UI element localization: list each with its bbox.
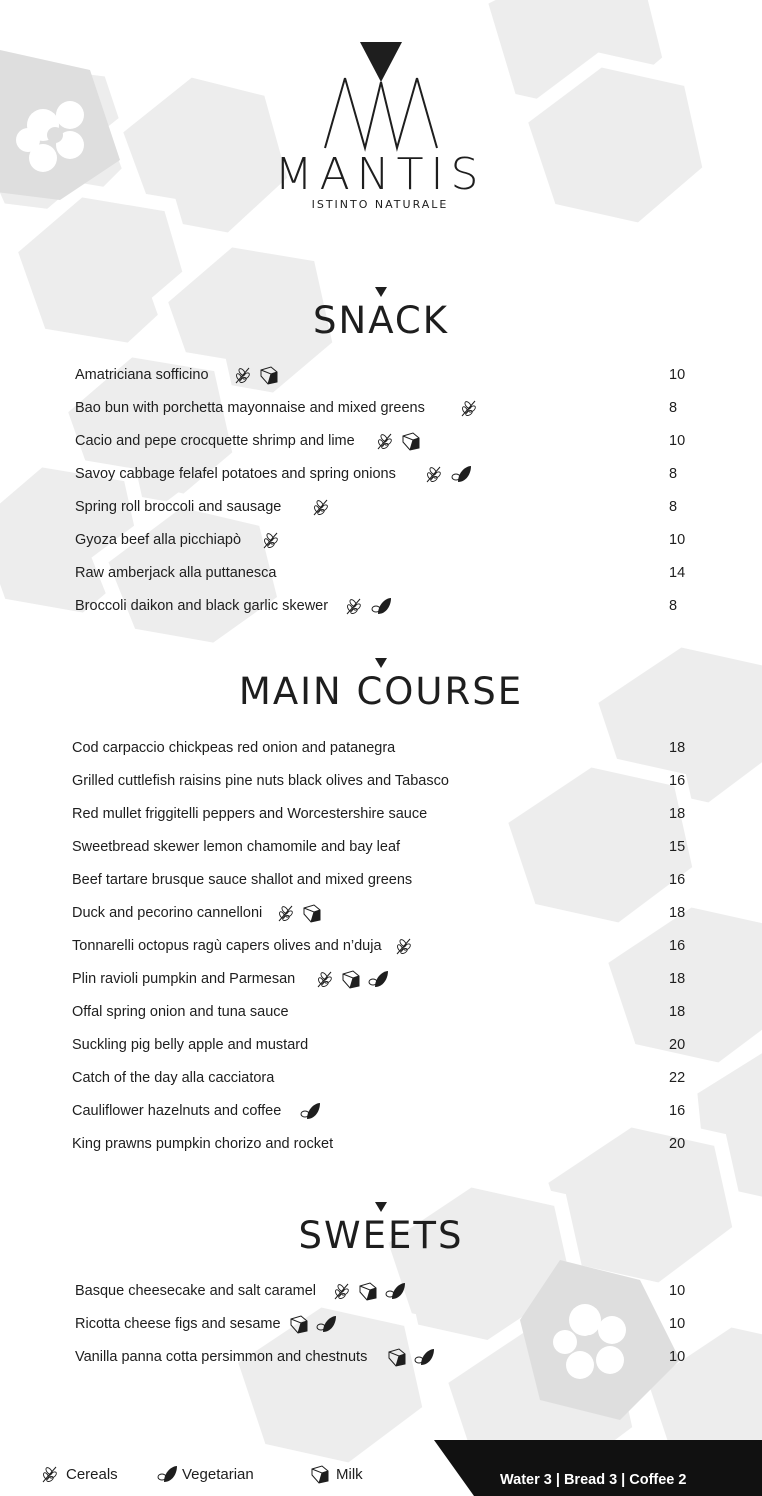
cereals-icon <box>276 903 296 923</box>
menu-item-name: Broccoli daikon and black garlic skewer <box>75 598 329 614</box>
allergen-icons <box>332 1281 404 1301</box>
menu-item-name: Cauliflower hazelnuts and coffee <box>72 1103 282 1119</box>
menu-item-name: Duck and pecorino cannelloni <box>72 905 263 921</box>
menu-item-name: Bao bun with porchetta mayonnaise and mixed greens <box>75 400 425 416</box>
menu-item-name: Beef tartare brusque sauce shallot and mixed greens <box>72 872 413 888</box>
menu-item-price: 16 <box>669 773 686 789</box>
menu-item-price: 18 <box>669 1004 686 1020</box>
menu-item-name: Savoy cabbage felafel potatoes and spring onions <box>75 466 396 482</box>
triangle-marker-icon <box>375 287 387 297</box>
menu-item-price: 8 <box>669 499 678 515</box>
menu-item-price: 16 <box>669 1103 686 1119</box>
menu-item-price: 10 <box>669 1349 686 1365</box>
cereals-icon <box>375 431 395 451</box>
milk-icon <box>302 903 322 923</box>
menu-item-row <box>0 396 762 420</box>
cereals-icon <box>40 1464 60 1484</box>
milk-icon <box>341 969 361 989</box>
allergen-icons <box>387 1347 433 1367</box>
menu-item-price: 15 <box>669 839 686 855</box>
menu-item-name: Amatriciana sofficino <box>75 367 209 383</box>
menu-item-name: King prawns pumpkin chorizo and rocket <box>72 1136 334 1152</box>
cereals-icon <box>311 497 331 517</box>
milk-icon <box>358 1281 378 1301</box>
menu-item-price: 8 <box>669 598 678 614</box>
menu-item-row <box>0 967 762 991</box>
allergen-icons <box>394 936 414 956</box>
section-heading-main-course <box>0 658 762 713</box>
menu-item-row <box>0 363 762 387</box>
vegetarian-icon <box>299 1101 319 1121</box>
milk-icon <box>310 1464 330 1484</box>
milk-icon <box>259 365 279 385</box>
menu-item-row <box>0 561 762 585</box>
menu-item-row <box>0 901 762 925</box>
cereals-icon <box>424 464 444 484</box>
menu-item-row <box>0 594 762 618</box>
allergen-icons <box>424 464 470 484</box>
menu-item-row <box>0 835 762 859</box>
menu-item-name: Suckling pig belly apple and mustard <box>72 1037 309 1053</box>
menu-item-row <box>0 769 762 793</box>
vegetarian-icon <box>370 596 390 616</box>
section-title: SWEETS <box>298 1214 464 1257</box>
menu-item-price: 22 <box>669 1070 686 1086</box>
menu-item-row <box>0 1033 762 1057</box>
allergen-icons <box>315 969 387 989</box>
allergen-icons <box>261 530 281 550</box>
menu-item-row <box>0 1279 762 1303</box>
menu-item-row <box>0 868 762 892</box>
legend-label: Milk <box>336 1466 363 1483</box>
cereals-icon <box>332 1281 352 1301</box>
section-heading-sweets <box>0 1202 762 1257</box>
brand-name: MANTIS <box>274 149 486 200</box>
menu-item-name: Sweetbread skewer lemon chamomile and bay leaf <box>72 839 401 855</box>
menu-item-price: 16 <box>669 872 686 888</box>
legend-label: Vegetarian <box>182 1466 254 1483</box>
menu-item-row <box>0 934 762 958</box>
legend-label: Cereals <box>66 1466 118 1483</box>
cereals-icon <box>233 365 253 385</box>
vegetarian-icon <box>450 464 470 484</box>
menu-item-row <box>0 528 762 552</box>
allergen-icons <box>289 1314 335 1334</box>
triangle-marker-icon <box>375 658 387 668</box>
menu-item-price: 18 <box>669 905 686 921</box>
menu-item-name: Grilled cuttlefish raisins pine nuts black olives and Tabasco <box>72 773 449 789</box>
menu-item-price: 10 <box>669 367 686 383</box>
mantis-emblem-icon <box>305 38 455 158</box>
allergen-icons <box>276 903 322 923</box>
milk-icon <box>387 1347 407 1367</box>
menu-item-row <box>0 802 762 826</box>
menu-item-row <box>0 1312 762 1336</box>
allergen-icons <box>375 431 421 451</box>
menu-item-price: 18 <box>669 740 686 756</box>
brand-logo <box>270 38 490 211</box>
vegetarian-icon <box>156 1464 176 1484</box>
section-title: SNACK <box>313 299 449 342</box>
vegetarian-icon <box>367 969 387 989</box>
menu-item-price: 10 <box>669 1283 686 1299</box>
milk-icon <box>289 1314 309 1334</box>
menu-item-row <box>0 1132 762 1156</box>
cereals-icon <box>261 530 281 550</box>
menu-item-price: 20 <box>669 1037 686 1053</box>
menu-item-row <box>0 429 762 453</box>
menu-item-price: 14 <box>669 565 686 581</box>
menu-item-name: Vanilla panna cotta persimmon and chestnuts <box>75 1349 368 1365</box>
milk-icon <box>401 431 421 451</box>
cereals-icon <box>315 969 335 989</box>
vegetarian-icon <box>384 1281 404 1301</box>
menu-item-price: 10 <box>669 532 686 548</box>
menu-item-name: Gyoza beef alla picchiapò <box>75 532 242 548</box>
menu-item-row <box>0 736 762 760</box>
cereals-icon <box>459 398 479 418</box>
triangle-marker-icon <box>375 1202 387 1212</box>
menu-item-row <box>0 1000 762 1024</box>
menu-item-name: Offal spring onion and tuna sauce <box>72 1004 289 1020</box>
menu-item-name: Cacio and pepe crocquette shrimp and lime <box>75 433 355 449</box>
menu-item-name: Ricotta cheese figs and sesame <box>75 1316 281 1332</box>
menu-item-row <box>0 1066 762 1090</box>
menu-item-price: 18 <box>669 806 686 822</box>
menu-item-price: 18 <box>669 971 686 987</box>
menu-item-price: 10 <box>669 1316 686 1332</box>
menu-item-name: Raw amberjack alla puttanesca <box>75 565 277 581</box>
vegetarian-icon <box>413 1347 433 1367</box>
allergen-icons <box>344 596 390 616</box>
vegetarian-icon <box>315 1314 335 1334</box>
menu-item-row <box>0 1099 762 1123</box>
menu-item-name: Tonnarelli octopus ragù capers olives and n’duja <box>72 938 382 954</box>
allergen-icons <box>311 497 331 517</box>
menu-item-price: 8 <box>669 400 678 416</box>
brand-tagline: ISTINTO NATURALE <box>311 198 449 211</box>
allergen-icons <box>459 398 479 418</box>
menu-item-row <box>0 1345 762 1369</box>
legend-item-cereals <box>40 1464 118 1484</box>
menu-item-name: Basque cheesecake and salt caramel <box>75 1283 317 1299</box>
menu-item-price: 20 <box>669 1136 686 1152</box>
menu-item-price: 10 <box>669 433 686 449</box>
legend-item-vegetarian <box>156 1464 254 1484</box>
cereals-icon <box>344 596 364 616</box>
menu-item-name: Spring roll broccoli and sausage <box>75 499 282 515</box>
menu-item-name: Plin ravioli pumpkin and Parmesan <box>72 971 296 987</box>
footer <box>0 1440 762 1496</box>
menu-item-row <box>0 462 762 486</box>
menu-item-name: Red mullet friggitelli peppers and Worcestershire sauce <box>72 806 428 822</box>
legend-item-milk <box>310 1464 363 1484</box>
footer-extras: Water 3 | Bread 3 | Coffee 2 <box>500 1472 687 1488</box>
allergen-icons <box>299 1101 319 1121</box>
section-title: MAIN COURSE <box>238 670 524 713</box>
menu-item-name: Catch of the day alla cacciatora <box>72 1070 275 1086</box>
menu-item-price: 16 <box>669 938 686 954</box>
menu-item-name: Cod carpaccio chickpeas red onion and patanegra <box>72 740 396 756</box>
menu-item-price: 8 <box>669 466 678 482</box>
allergen-icons <box>233 365 279 385</box>
section-heading-snack <box>0 287 762 342</box>
menu-item-row <box>0 495 762 519</box>
cereals-icon <box>394 936 414 956</box>
